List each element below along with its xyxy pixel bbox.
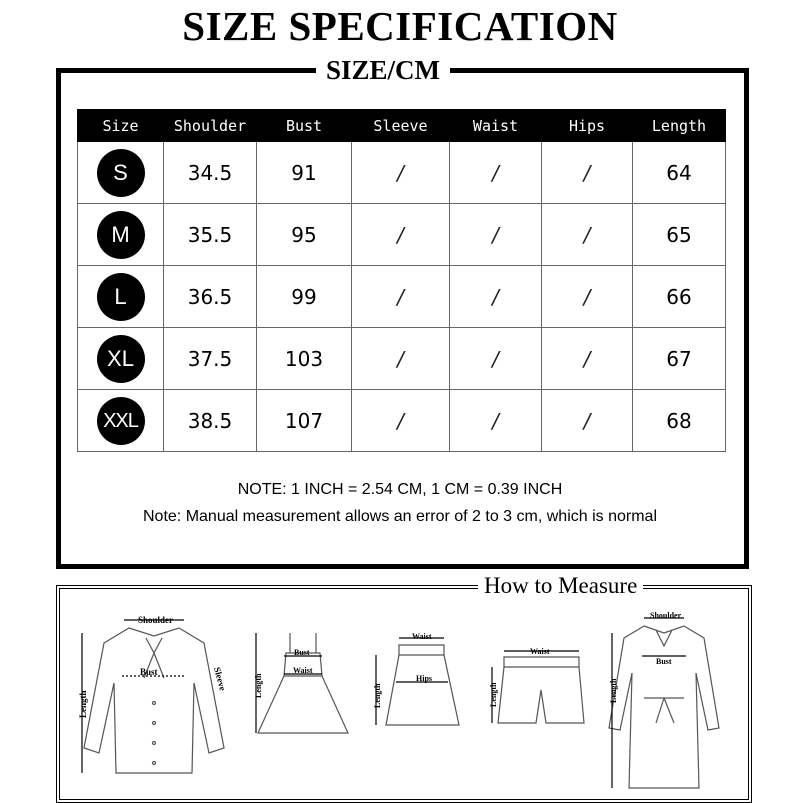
hips-cell: /: [542, 390, 633, 452]
sleeve-cell: /: [352, 266, 450, 328]
size-badge: XXL: [97, 397, 145, 445]
bust-cell: 99: [257, 266, 352, 328]
waist-cell: /: [450, 204, 542, 266]
hips-cell: /: [542, 142, 633, 204]
shorts-length-label: Length: [489, 682, 498, 707]
shorts-illustration: [484, 645, 594, 740]
column-header-hips: Hips: [542, 110, 633, 142]
waist-cell: /: [450, 266, 542, 328]
column-header-size: Size: [78, 110, 164, 142]
sleeve-cell: /: [352, 204, 450, 266]
coat-illustration: [604, 608, 724, 798]
size-badge: L: [97, 273, 145, 321]
blouse-shoulder-label: Shoulder: [138, 615, 174, 625]
table-header-row: [78, 110, 726, 142]
length-cell: 68: [633, 390, 726, 452]
dress-waist-label: Waist: [293, 666, 313, 675]
shoulder-cell: 38.5: [164, 390, 257, 452]
skirt-length-label: Length: [373, 683, 382, 708]
page-title: SIZE SPECIFICATION: [182, 3, 618, 49]
blouse-length-label: Length: [78, 690, 88, 718]
coat-bust-label: Bust: [656, 657, 672, 666]
length-cell: 67: [633, 328, 726, 390]
column-header-sleeve: Sleeve: [352, 110, 450, 142]
sleeve-cell: /: [352, 390, 450, 452]
how-to-measure-title: How to Measure: [478, 572, 643, 600]
size-badge: S: [97, 149, 145, 197]
hips-cell: /: [542, 266, 633, 328]
shoulder-cell: 35.5: [164, 204, 257, 266]
table-row: [78, 328, 726, 390]
bust-cell: 95: [257, 204, 352, 266]
dress-length-label: Length: [254, 673, 263, 698]
hips-cell: /: [542, 328, 633, 390]
shoulder-cell: 37.5: [164, 328, 257, 390]
column-header-waist: Waist: [450, 110, 542, 142]
conversion-note: NOTE: 1 INCH = 2.54 CM, 1 CM = 0.39 INCH: [237, 481, 563, 498]
dress-bust-label: Bust: [294, 648, 310, 657]
column-header-length: Length: [633, 110, 726, 142]
table-row: [78, 390, 726, 452]
size-table: [77, 109, 726, 452]
skirt-illustration: [364, 630, 474, 745]
blouse-illustration: [74, 608, 234, 793]
waist-cell: /: [450, 328, 542, 390]
dress-illustration: [248, 628, 358, 753]
column-header-shoulder: Shoulder: [164, 110, 257, 142]
error-note: Note: Manual measurement allows an error of 2 to 3 cm, which is normal: [143, 508, 657, 525]
skirt-hips-label: Hips: [416, 674, 433, 683]
size-badge: M: [97, 211, 145, 259]
shoulder-cell: 34.5: [164, 142, 257, 204]
length-cell: 64: [633, 142, 726, 204]
column-header-bust: Bust: [257, 110, 352, 142]
sleeve-cell: /: [352, 328, 450, 390]
length-cell: 65: [633, 204, 726, 266]
shoulder-cell: 36.5: [164, 266, 257, 328]
bust-cell: 107: [257, 390, 352, 452]
hips-cell: /: [542, 204, 633, 266]
table-row: [78, 266, 726, 328]
blouse-bust-label: Bust: [140, 667, 158, 677]
table-row: [78, 142, 726, 204]
waist-cell: /: [450, 390, 542, 452]
blouse-sleeve-label: Sleeve: [212, 665, 228, 692]
bust-cell: 91: [257, 142, 352, 204]
table-row: [78, 204, 726, 266]
skirt-waist-label: Waist: [412, 632, 432, 641]
section-label: SIZE/CM: [316, 56, 450, 84]
bust-cell: 103: [257, 328, 352, 390]
waist-cell: /: [450, 142, 542, 204]
length-cell: 66: [633, 266, 726, 328]
coat-length-label: Length: [609, 678, 618, 703]
size-badge: XL: [97, 335, 145, 383]
coat-shoulder-label: Shoulder: [650, 611, 682, 620]
sleeve-cell: /: [352, 142, 450, 204]
shorts-waist-label: Waist: [530, 647, 550, 656]
